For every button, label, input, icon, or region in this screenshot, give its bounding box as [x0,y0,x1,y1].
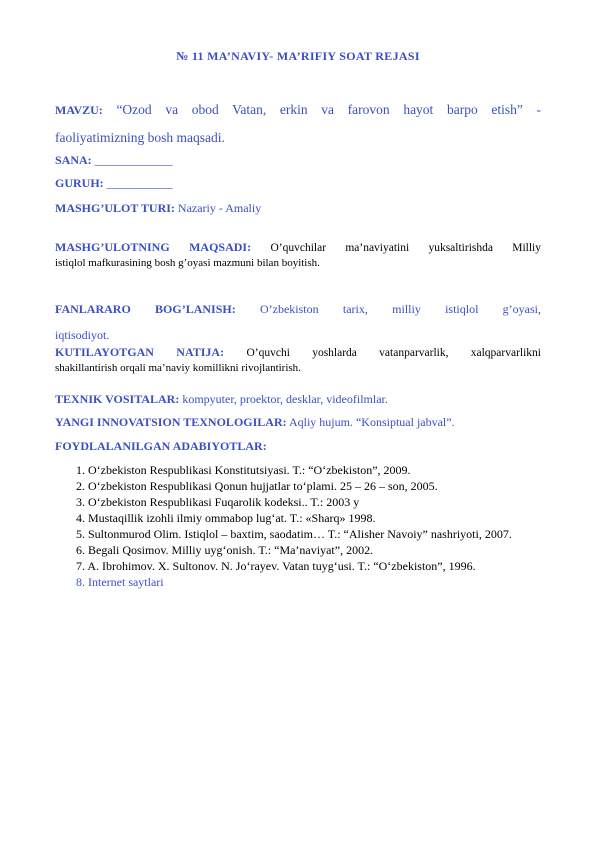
lesson-type-value: Nazariy - Amaliy [177,201,262,215]
literature-heading [55,439,541,454]
new-tech-value: Aqliy hujum. “Konsiptual jabval”. [288,415,455,429]
date-row [55,153,541,168]
interdisciplinary-section [55,296,541,348]
group-label: GURUH: [55,176,104,190]
lesson-type-row [55,201,541,216]
interdisciplinary-value-first: O’zbekiston tarix, milliy istiqlol g’oyasi, [259,302,542,316]
list-item: 4. Mustaqillik izohli ilmiy ommabop lug‘at. T.: «Sharq» 1998. [76,511,376,525]
tech-tools-label: TEXNIK VOSITALAR: [55,392,180,406]
topic-line1: “Ozod va obod Vatan, erkin va farovon hayot barpo etish” - [116,102,541,117]
list-item: 1. O‘zbekiston Respublikasi Konstitutsiyasi. T.: “O‘zbekiston”, 2009. [76,463,411,477]
tech-tools-value: kompyuter, proektor, desklar, videofilmlar. [182,392,388,406]
goal-label: MASHG’ULOTNING MAQSADI: [55,240,252,254]
group-row [55,176,541,191]
goal-value-first: O’quvchilar ma’naviyatini yuksaltirishda Milliy [270,242,542,254]
group-value: ___________ [106,176,173,190]
list-item: 8. Internet saytlari [76,575,164,589]
topic-section [55,96,541,152]
tech-tools-row [55,392,541,407]
goal-section [55,240,541,271]
page-title: № 11 MA’NAVIY- MA’RIFIY SOAT REJASI [176,49,420,63]
expected-result-label: KUTILAYOTGAN NATIJA: [55,345,225,359]
date-label: SANA: [55,153,92,167]
goal-value-rest: istiqlol mafkurasining bosh g’oyasi mazmuni bilan boyitish. [55,257,320,270]
interdisciplinary-value-rest: iqtisodiyot. [55,328,110,342]
date-value: _____________ [94,153,173,167]
expected-result-value-first: O’quvchi yoshlarda vatanparvarlik, xalqparvarlikni [246,347,541,359]
list-item: 7. A. Ibrohimov. X. Sultonov. N. Jo‘rayev. Vatan tuyg‘usi. T.: “O‘zbekiston”, 1996. [76,559,476,573]
expected-result-section [55,345,541,376]
new-tech-row [55,415,541,430]
topic-line2: faoliyatimizning bosh maqsadi. [55,130,225,145]
literature-label: FOYDLALANILGAN ADABIYOTLAR: [55,439,267,453]
topic-label: MAVZU: [55,103,103,117]
interdisciplinary-label: FANLARARO BOG’LANISH: [55,302,236,316]
list-item: 5. Sultonmurod Olim. Istiqlol – baxtim, saodatim… T.: “Alisher Navoiy” nashriyoti, 2007. [76,527,512,541]
list-item: 3. O‘zbekiston Respublikasi Fuqarolik kodeksi.. T.: 2003 y [76,495,360,509]
literature-list [76,462,540,590]
list-item: 2. O‘zbekiston Respublikasi Qonun hujjatlar to‘plami. 25 – 26 – son, 2005. [76,479,438,493]
new-tech-label: YANGI INNOVATSION TEXNOLOGILAR: [55,415,287,429]
list-item: 6. Begali Qosimov. Milliy uyg‘onish. T.: “Ma’naviyat”, 2002. [76,543,374,557]
expected-result-value-rest: shakillantirish orqali ma’naviy komillikni rivojlantirish. [55,362,301,375]
lesson-type-label: MASHG’ULOT TURI: [55,201,175,215]
